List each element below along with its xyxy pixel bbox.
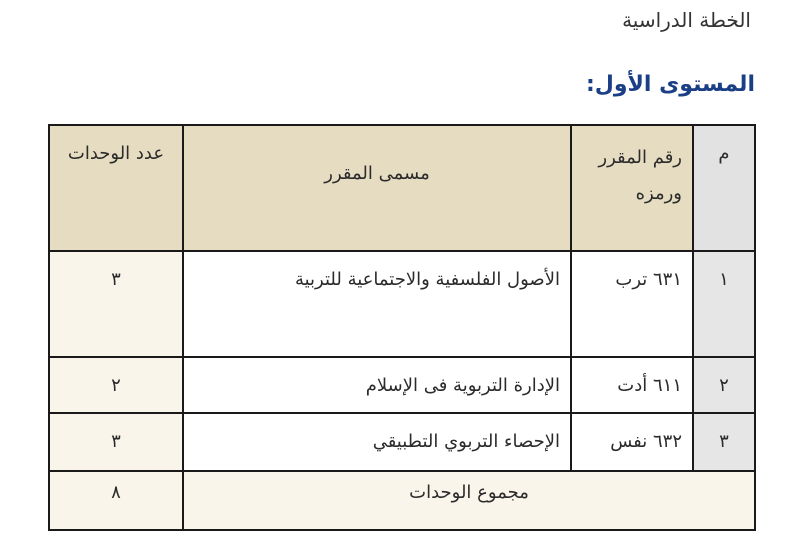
total-value: ٨ [49,471,183,530]
row-course-number: ٦٣١ ترب [571,251,693,358]
table-row [49,413,755,470]
row-units: ٣ [49,413,183,470]
row-m: ١ [693,251,755,358]
row-course-number: ٦٣٢ نفس [571,413,693,470]
row-m: ٣ [693,413,755,470]
header-m: م [693,125,755,251]
table-header-row [49,125,755,251]
header-course-number: رقم المقرر ورمزه [571,125,693,251]
header-units: عدد الوحدات [49,125,183,251]
table-row [49,251,755,358]
row-course-name: الأصول الفلسفية والاجتماعية للتربية [183,251,571,358]
row-course-name: الإحصاء التربوي التطبيقي [183,413,571,470]
header-course-name: مسمى المقرر [183,125,571,251]
row-units: ٣ [49,251,183,358]
total-label: مجموع الوحدات [183,471,755,530]
row-units: ٢ [49,357,183,413]
section-title: المستوى الأول: [585,72,755,97]
row-course-number: ٦١١ أدت [571,357,693,413]
document-title: الخطة الدراسية [622,8,751,32]
table-row [49,357,755,413]
row-course-name: الإدارة التربوية فى الإسلام [183,357,571,413]
table-total-row [49,471,755,530]
row-m: ٢ [693,357,755,413]
study-plan-table [48,124,756,531]
